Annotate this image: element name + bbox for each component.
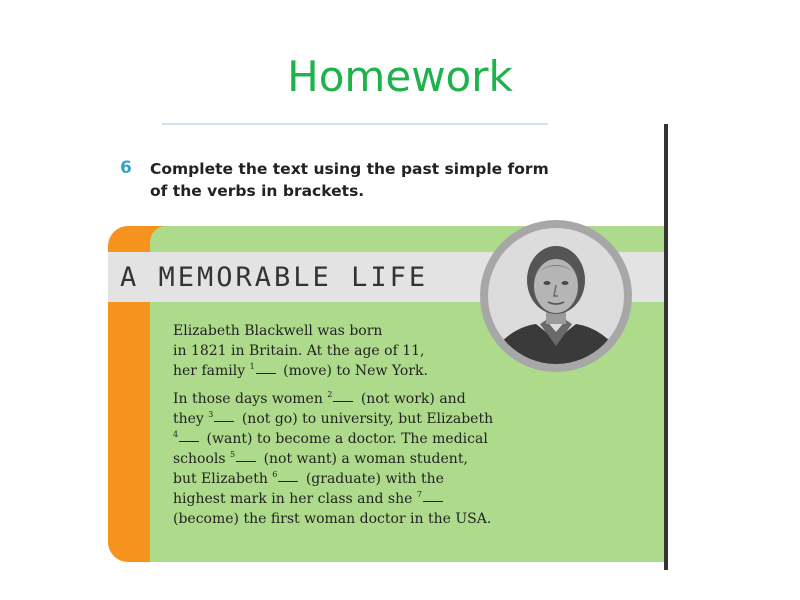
gap-number: 3 — [208, 410, 214, 419]
text-line — [173, 389, 653, 409]
exercise-instructions: Complete the text using the past simple form of the verbs in brackets. — [150, 160, 549, 200]
text-fragment: In those days women — [173, 391, 323, 407]
article-paragraph-1 — [173, 321, 503, 381]
text-fragment: schools — [173, 451, 226, 467]
slide-title: Homework — [287, 52, 513, 101]
title-divider — [162, 123, 548, 125]
exercise-number: 6 — [120, 158, 132, 178]
gap-number: 7 — [416, 490, 422, 499]
text-fragment: but Elizabeth — [173, 471, 268, 487]
text-fragment: (graduate) with the — [305, 471, 444, 487]
article-text — [173, 321, 653, 529]
text-line — [173, 489, 653, 509]
text-fragment: (not go) to university, but Elizabeth — [241, 411, 494, 427]
article-heading: A MEMORABLE LIFE — [120, 262, 429, 293]
gap-number: 5 — [230, 450, 236, 459]
text-fragment: (not work) and — [360, 391, 466, 407]
text-fragment: (want) to become a doctor. The medical — [206, 431, 488, 447]
gap-blank — [236, 461, 256, 462]
gap-blank — [179, 441, 199, 442]
text-line — [173, 469, 653, 489]
text-fragment: (move) to New York. — [283, 363, 428, 379]
gap-blank — [278, 481, 298, 482]
gap-blank — [214, 421, 234, 422]
gap-blank — [333, 401, 353, 402]
text-line — [173, 429, 653, 449]
text-fragment: (not want) a woman student, — [263, 451, 468, 467]
text-fragment: they — [173, 411, 204, 427]
text-fragment: highest mark in her class and she — [173, 491, 413, 507]
gap-blank — [423, 501, 443, 502]
page-edge-line — [664, 124, 668, 570]
gap-blank — [256, 373, 276, 374]
gap-number: 2 — [327, 390, 333, 399]
gap-number: 6 — [272, 470, 278, 479]
text-line: (become) the first woman doctor in the USA. — [173, 511, 492, 527]
text-line: in 1821 in Britain. At the age of 11, — [173, 343, 425, 359]
gap-number: 1 — [249, 362, 255, 371]
text-line — [173, 409, 653, 429]
text-fragment: her family — [173, 363, 246, 379]
text-line — [173, 449, 653, 469]
gap-number: 4 — [173, 430, 179, 439]
article-paragraph-2 — [173, 389, 653, 529]
text-line — [173, 361, 503, 381]
text-line: Elizabeth Blackwell was born — [173, 323, 383, 339]
